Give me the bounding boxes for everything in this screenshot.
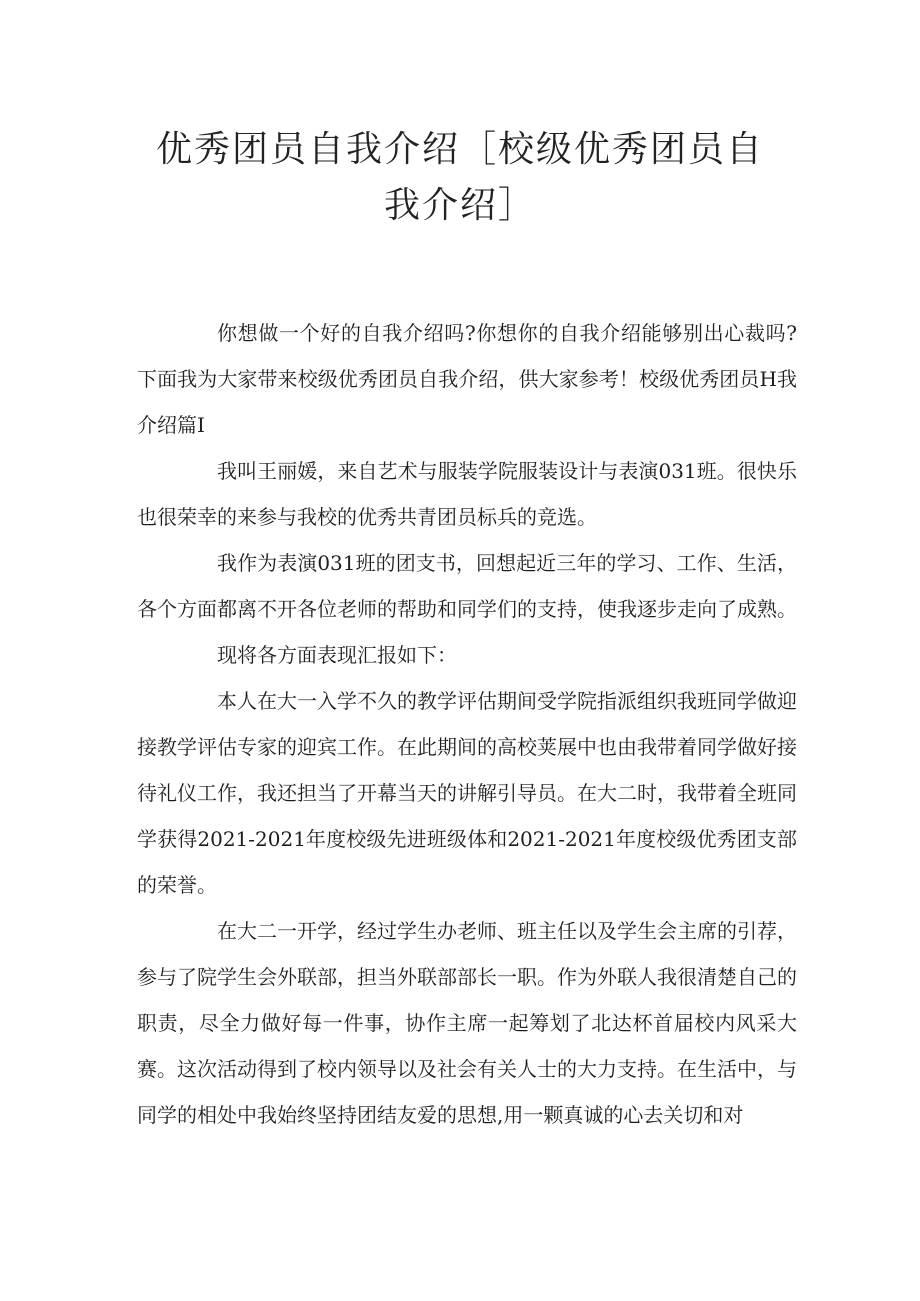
paragraph-freshman-work: 本人在大一入学不久的教学评估期间受学院指派组织我班同学做迎接教学评估专家的迎宾工作。在此期间的高校荚展中也由我带着同学做好接待礼仪工作，我还担当了开幕当天的讲解引导员。在大二时，我带着全班同学获得2021-2021年度校级先进班级体和2021-2021年度校级优秀团支部的荣誉。 bbox=[137, 689, 797, 897]
paragraph-student-union: 在大二一开学，经过学生办老师、班主任以及学生会主席的引荐，参与了院学生会外联部，担当外联部部长一职。作为外联人我很清楚自己的职责，尽全力做好每一件事，协作主席一起筹划了北达杯首届校内风采大赛。这次活动得到了校内领导以及社会有关人士的大力支持。在生活中，与同学的相处中我始终坚持团结友爱的思想,用一颗真诚的心去关切和对 bbox=[137, 919, 797, 1127]
document-title: 优秀团员自我介绍［校级优秀团员自我介绍］ bbox=[155, 129, 764, 226]
paragraph-role: 我作为表演031班的团支书，回想起近三年的学习、工作、生活，各个方面都离不开各位老师的帮助和同学们的支持，使我逐步走向了成熟。 bbox=[137, 551, 797, 621]
document-body bbox=[137, 310, 797, 1138]
paragraph-report-lead: 现将各方面表现汇报如下： bbox=[217, 643, 457, 667]
paragraph-intro: 你想做一个好的自我介绍吗?你想你的自我介绍能够别出心裁吗?下面我为大家带来校级优秀团员自我介绍，供大家参考！校级优秀团员H我介绍篇I bbox=[137, 321, 797, 437]
paragraph-self-intro: 我叫王丽媛，来自艺术与服装学院服装设计与表演031班。很快乐也很荣幸的来参与我校的优秀共青团员标兵的竞选。 bbox=[137, 459, 797, 529]
